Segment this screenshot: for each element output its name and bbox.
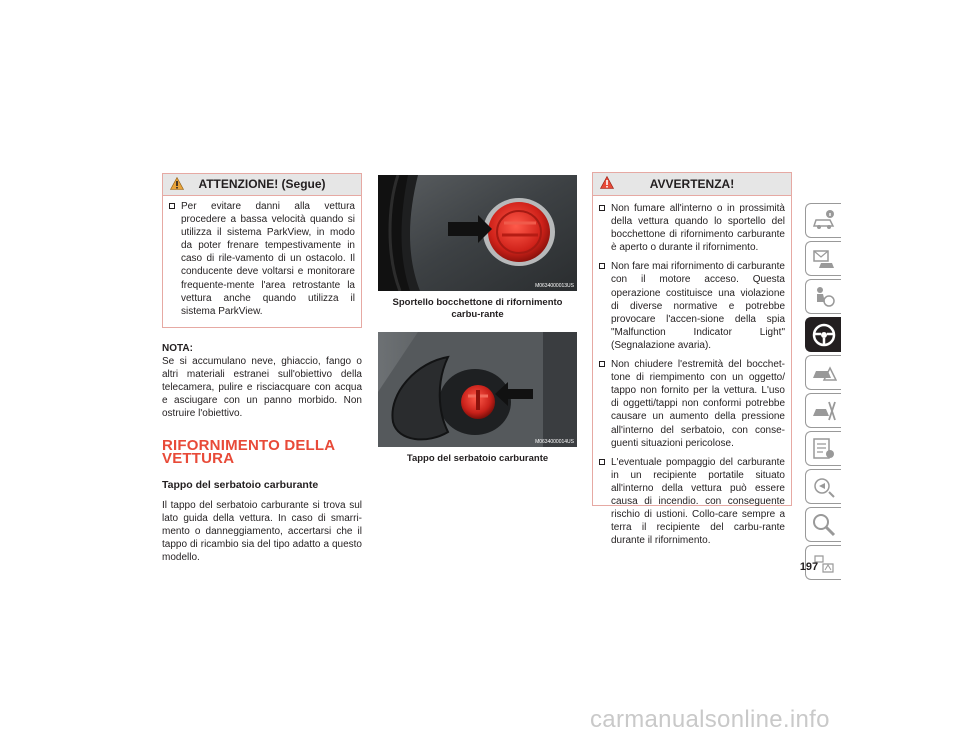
page-number: 197	[799, 561, 819, 573]
warning-item-text: Non fare mai rifornimento di carburante con il motore acceso. Questa operazione costituisce una violazione di diverse normative e potrebbe provocare l'accen-sione della spia "Malfunction Indicator Light" (Segnalazione avaria).	[611, 261, 785, 351]
square-bullet-icon	[599, 205, 605, 211]
warning-item	[598, 456, 785, 548]
caution-header	[163, 174, 361, 196]
envelope-car-icon	[811, 246, 837, 272]
warning-header	[593, 173, 791, 196]
figure-code: M0634000013US	[535, 283, 574, 289]
fuel-cap-photo	[378, 332, 577, 447]
square-bullet-icon	[599, 263, 605, 269]
body-text: Il tappo del serbatoio carburante si trova sul lato guida della vettura. In caso di smarri-mento o danneggiamento, accertarsi che il tappo di ricambio sia del tipo adatto a questo modello.	[162, 499, 362, 563]
note-label: NOTA:	[162, 342, 193, 354]
seat-safety-icon	[811, 284, 837, 310]
chapter-tabs	[805, 203, 841, 583]
figure-caption: Sportello bocchettone di rifornimento carbu-rante	[392, 297, 563, 320]
watermark: carmanualsonline.info	[590, 706, 830, 733]
tab-car-warning[interactable]	[805, 355, 841, 390]
warning-body	[593, 196, 791, 557]
square-bullet-icon	[599, 459, 605, 465]
section-title: RIFORNIMENTO DELLA VETTURA	[162, 436, 335, 467]
warning-box	[592, 172, 792, 547]
fuel-door-photo	[378, 175, 577, 291]
tab-car-service[interactable]	[805, 393, 841, 428]
caution-body	[163, 196, 361, 327]
warning-item-text: Non chiudere l'estremità del bocchet-tone di riempimento con un oggetto/ tappo non fornito per la vettura. L'uso di oggetti/tappi non conformi potrebbe causare un aumento della pressione all'interno del serbatoio, con conse-guenti situazioni pericolose.	[611, 359, 785, 449]
caution-item	[168, 200, 355, 318]
car-warning-icon	[811, 360, 837, 386]
right-column	[592, 172, 792, 547]
warning-title: AVVERTENZA!	[649, 177, 735, 191]
figure-code: M0634000014US	[535, 439, 574, 445]
figure-caption: Tappo del serbatoio carburante	[406, 453, 549, 464]
warning-item	[598, 358, 785, 450]
warning-triangle-icon	[600, 176, 614, 189]
subsection-title: Tappo del serbatoio carburante	[162, 478, 319, 491]
car-info-icon	[811, 208, 837, 234]
warning-item	[598, 260, 785, 352]
magnifier-icon	[811, 512, 837, 538]
warning-triangle-icon	[170, 177, 184, 190]
left-column	[162, 173, 362, 564]
warning-item-text: Non fumare all'interno o in prossimità della vettura quando lo sportello del bocchettone di rifornimento carburante è aperto o durante il rifornimento.	[611, 203, 785, 254]
checklist-icon	[811, 436, 837, 462]
tab-checklist[interactable]	[805, 431, 841, 466]
middle-column	[378, 175, 577, 465]
caution-box	[162, 173, 362, 328]
tab-seat-safety[interactable]	[805, 279, 841, 314]
caution-item-text: Per evitare danni alla vettura procedere a bassa velocità quando si utilizza il sistema ParkView, in modo da poter frenare tempestivamente in caso di rile-vamento di un ostacolo. Il conducente deve voltarsi e monitorare frequente-mente l'area retrostante la vettura anche quando utilizza il sistema ParkView.	[181, 201, 355, 317]
note-text: Se si accumulano neve, ghiaccio, fango o altri materiali estranei sull'obiettivo della telecamera, pulire e risciacquare con acqua e asciugare con un panno morbido. Non ostruire l'obiettivo.	[162, 355, 362, 419]
steering-wheel-icon	[811, 322, 837, 348]
tab-search[interactable]	[805, 507, 841, 542]
tab-steering-wheel[interactable]	[805, 317, 841, 352]
car-service-icon	[811, 398, 837, 424]
square-bullet-icon	[599, 361, 605, 367]
warning-item-text: L'eventuale pompaggio del carburante in un recipiente portatile situato all'interno della vettura può essere causa di incendio. con conseguente rischio di ustioni. Collo-care sempre a terra il recipiente del carbu-rante durante il rifornimento.	[611, 456, 785, 547]
warning-item	[598, 202, 785, 254]
tab-multimedia[interactable]	[805, 469, 841, 504]
multimedia-icon	[811, 474, 837, 500]
caution-title: ATTENZIONE! (Segue)	[198, 177, 326, 191]
tab-car-info[interactable]	[805, 203, 841, 238]
tab-envelope-car[interactable]	[805, 241, 841, 276]
square-bullet-icon	[169, 203, 175, 209]
